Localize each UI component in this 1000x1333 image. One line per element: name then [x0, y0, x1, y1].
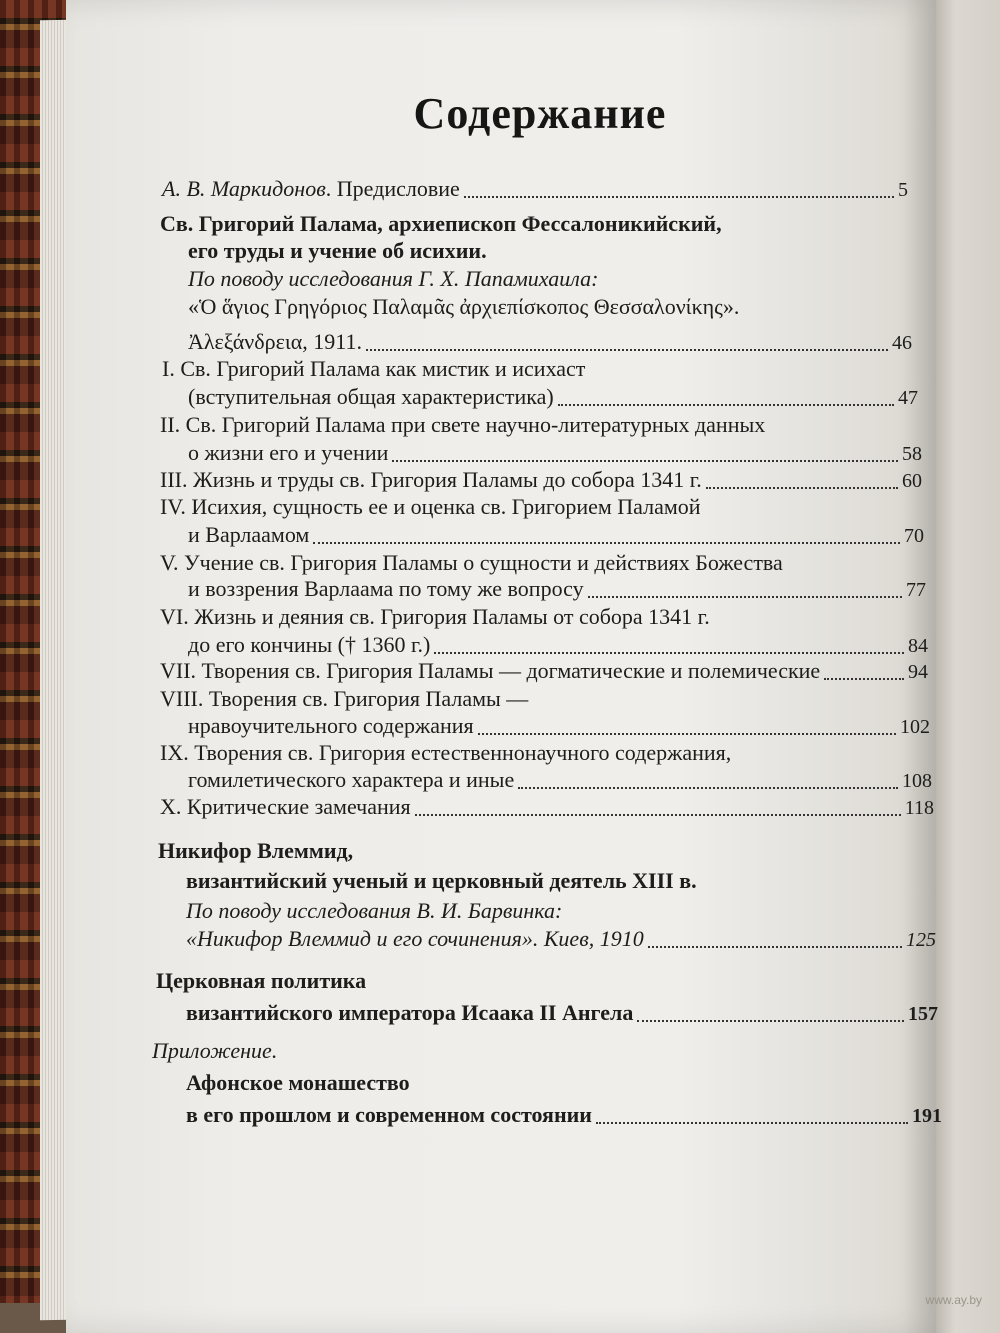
toc-page: 70 — [904, 525, 924, 547]
toc-text: до его кончины († 1360 г.) — [188, 632, 431, 657]
toc-page: 118 — [904, 797, 934, 819]
toc-text: византийского императора Исаака II Ангела — [186, 1000, 634, 1025]
leader-dots — [415, 814, 901, 816]
leader-dots — [558, 404, 894, 406]
toc-heading — [160, 211, 722, 237]
leader-dots — [648, 946, 902, 948]
toc-page: 47 — [898, 387, 918, 409]
toc-text: V. Учение св. Григория Паламы о сущности и действиях Божества — [160, 550, 783, 575]
toc-page: 191 — [912, 1105, 942, 1127]
toc-entry — [188, 632, 928, 659]
toc-entry — [160, 658, 928, 685]
toc-entry — [160, 494, 701, 520]
toc-text: Ἀλεξάνδρεια, 1911. — [188, 329, 362, 354]
toc-subtitle — [188, 294, 739, 320]
toc-entry — [188, 329, 912, 356]
toc-page: 58 — [902, 443, 922, 465]
leader-dots — [588, 596, 902, 598]
toc-page: 108 — [902, 770, 932, 792]
toc-entry-preface — [162, 176, 908, 203]
toc-text: IX. Творения св. Григория естественнонаучного содержания, — [160, 740, 732, 765]
toc-text: VII. Творения св. Григория Паламы — догматические и полемические — [160, 658, 821, 683]
leader-dots — [392, 460, 898, 462]
toc-entry — [188, 713, 930, 740]
toc-page: 5 — [898, 179, 908, 201]
toc-text: его труды и учение об исихии. — [188, 238, 487, 263]
toc-entry — [160, 794, 934, 821]
toc-text: Церковная политика — [156, 968, 367, 993]
toc-text: По поводу исследования Г. Х. Папамихаила: — [188, 266, 599, 291]
toc-page: 60 — [902, 470, 922, 492]
toc-entry — [188, 767, 932, 794]
toc-entry — [160, 740, 731, 766]
toc-entry — [186, 926, 936, 953]
toc-text: и Варлаамом — [188, 522, 310, 547]
toc-text: гомилетического характера и иные — [188, 767, 515, 792]
toc-entry — [160, 550, 783, 576]
toc-page: 77 — [906, 579, 926, 601]
toc-page: 125 — [906, 929, 936, 951]
toc-text: Никифор Влеммид, — [158, 838, 354, 863]
toc-entry — [188, 440, 922, 467]
toc-text: византийский ученый и церковный деятель XIII в. — [186, 868, 697, 893]
toc-page: 94 — [908, 661, 928, 683]
toc-text: X. Критические замечания — [160, 794, 411, 819]
toc-text: в его прошлом и современном состоянии — [186, 1102, 592, 1127]
leader-dots — [478, 733, 896, 735]
toc-entry — [186, 1102, 942, 1129]
leader-dots — [706, 487, 898, 489]
leader-dots — [366, 349, 888, 351]
leader-dots — [824, 678, 904, 680]
toc-heading — [152, 1038, 277, 1064]
toc-entry — [162, 356, 585, 382]
toc-heading — [158, 838, 353, 864]
toc-author: А. В. Маркидонов — [162, 176, 326, 201]
toc-text: нравоучительного содержания — [188, 713, 474, 738]
toc-text: Афонское монашество — [186, 1070, 410, 1095]
toc-entry — [160, 467, 922, 494]
toc-text: о жизни его и учении — [188, 440, 389, 465]
toc-text: VIII. Творения св. Григория Паламы — — [160, 686, 529, 711]
leader-dots — [518, 787, 898, 789]
toc-subtitle — [188, 266, 598, 292]
toc-entry — [160, 604, 710, 630]
toc-text: . Предисловие — [325, 176, 460, 201]
toc-text: VI. Жизнь и деяния св. Григория Паламы от собора 1341 г. — [160, 604, 710, 629]
toc-entry — [160, 412, 765, 438]
toc-text: Св. Григорий Палама, архиепископ Фессалоникийский, — [160, 211, 722, 236]
toc-heading — [186, 868, 697, 894]
toc-entry — [188, 576, 926, 603]
toc-text: По поводу исследования В. И. Барвинка: — [186, 898, 563, 923]
toc-heading — [156, 968, 366, 994]
toc-text: IV. Исихия, сущность ее и оценка св. Григорием Паламой — [160, 494, 701, 519]
toc-text: и воззрения Варлаама по тому же вопросу — [188, 576, 584, 601]
toc-text: (вступительная общая характеристика) — [188, 384, 554, 409]
toc-text: I. Св. Григорий Палама как мистик и исихаст — [162, 356, 586, 381]
leader-dots — [464, 196, 894, 198]
toc-subtitle — [186, 898, 562, 924]
toc-text: «Ὁ ἅγιος Γρηγόριος Παλαμᾶς ἀρχιεπίσκοπος Θεσσαλονίκης». — [188, 294, 740, 319]
leader-dots — [637, 1020, 904, 1022]
toc-heading — [186, 1070, 410, 1096]
watermark: www.ay.by — [925, 1293, 982, 1307]
toc-text: III. Жизнь и труды св. Григория Паламы до собора 1341 г. — [160, 467, 702, 492]
toc-entry — [160, 686, 528, 712]
toc-text: II. Св. Григорий Палама при свете научно-литературных данных — [160, 412, 766, 437]
toc-entry — [188, 522, 924, 549]
toc-heading — [188, 238, 487, 264]
toc-page: 157 — [908, 1003, 938, 1025]
toc-text: Приложение. — [152, 1038, 278, 1063]
leader-dots — [434, 652, 904, 654]
toc-page: 46 — [892, 332, 912, 354]
toc-entry — [188, 384, 918, 411]
toc-text: «Никифор Влеммид и его сочинения». Киев, 1910 — [186, 926, 644, 951]
toc-page: 84 — [908, 635, 928, 657]
toc-page: 102 — [900, 716, 930, 738]
toc-entry — [186, 1000, 938, 1027]
leader-dots — [596, 1122, 908, 1124]
leader-dots — [313, 542, 900, 544]
page-title: Содержание — [413, 89, 667, 138]
